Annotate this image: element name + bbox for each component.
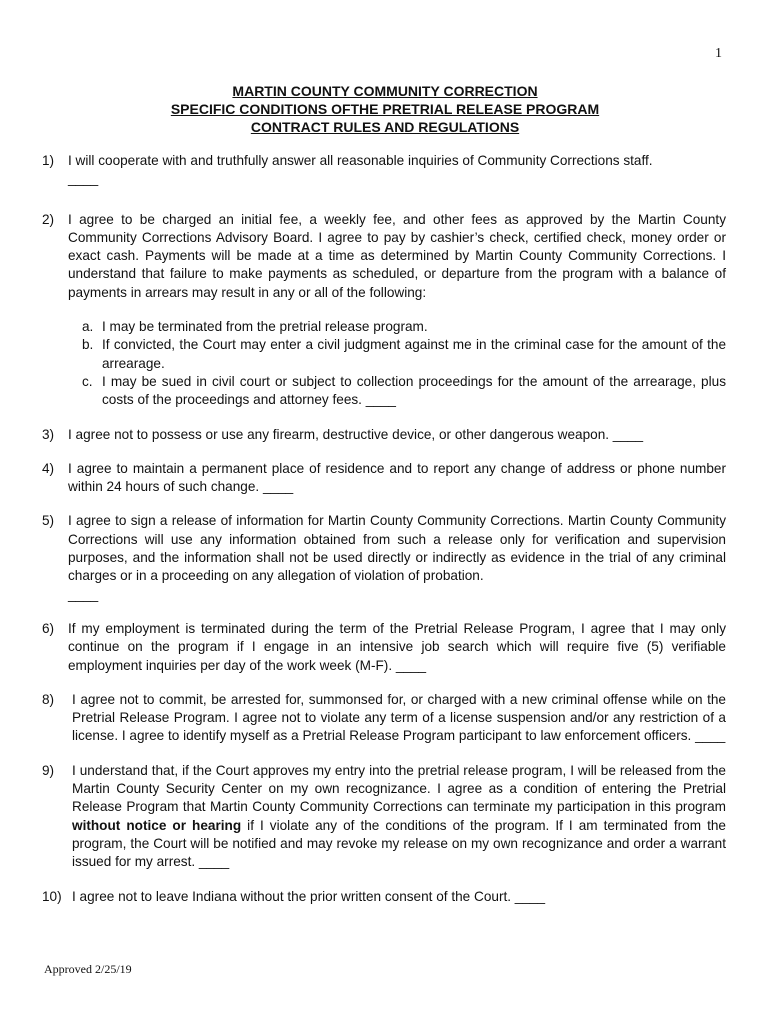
- conditions-list: [42, 152, 726, 922]
- item-text: I agree to maintain a permanent place of residence and to report any change of address or phone number within 24 hours of such change. ____: [68, 460, 726, 495]
- item-text: I agree not to possess or use any firearm, destructive device, or other dangerous weapon. ____: [68, 426, 644, 442]
- sub-item-text: I may be terminated from the pretrial release program.: [102, 319, 428, 335]
- sub-item-text: If convicted, the Court may enter a civil judgment against me in the criminal case for the amount of the arrearage.: [102, 337, 726, 371]
- item-text: I agree not to commit, be arrested for, summonsed for, or charged with a new criminal offense while on the Pretrial Release Program. I agree not to violate any term of a license suspension and/or any restriction of a license. I agree to identify myself as a Pretrial Release Program participant to law enforcement officers. ____: [72, 691, 726, 744]
- item-number: 8): [42, 691, 55, 707]
- sub-item-b: [82, 336, 726, 373]
- condition-4: [42, 460, 726, 497]
- item-text: I understand that, if the Court approves my entry into the pretrial release program, I will be released from the Martin County Security Center on my own recognizance. I agree as a condition of entering the Pretrial Release Program that Martin County Community Corrections can terminate my participation in this program: [72, 762, 726, 815]
- sub-item-c: [82, 373, 726, 410]
- condition-2: [42, 211, 726, 410]
- item-number: 9): [42, 762, 55, 778]
- sub-item-letter: b.: [82, 337, 94, 353]
- document-header: [0, 82, 770, 136]
- item-number: 6): [42, 620, 55, 636]
- condition-1: [42, 152, 726, 189]
- sub-item-letter: c.: [82, 373, 93, 389]
- initial-blank: ____: [68, 171, 99, 187]
- condition-10: [42, 888, 726, 906]
- item-number: 3): [42, 426, 55, 442]
- header-subtitle: SPECIFIC CONDITIONS OFTHE PRETRIAL RELEASE PROGRAM: [170, 101, 600, 117]
- header-title: MARTIN COUNTY COMMUNITY CORRECTION: [232, 83, 538, 99]
- header-subtitle-2: CONTRACT RULES AND REGULATIONS: [250, 119, 520, 135]
- sub-item-a: [82, 318, 726, 336]
- approval-footer: Approved 2/25/19: [44, 962, 132, 976]
- initial-blank: ____: [68, 586, 99, 602]
- page-number: 1: [715, 46, 722, 61]
- item-number: 2): [42, 211, 55, 227]
- item-text: if I violate any of the conditions of the program. If I am terminated from the program, the Court will be notified and may revoke my release on my own recognizance and order a warrant issued for my arrest. ____: [72, 817, 726, 870]
- item-text: If my employment is terminated during the term of the Pretrial Release Program, I agree that I may only continue on the program if I engage in an intensive job search which will require five (5) verifiable employment inquiries per day of the work week (M-F). ____: [68, 620, 726, 673]
- item-number: 4): [42, 460, 55, 476]
- item-bold-text: without notice or hearing: [72, 817, 242, 833]
- item-text: I agree to sign a release of information for Martin County Community Corrections. Martin County Community Corrections will use any information obtained from such a release only for verification and supervision purposes, and the information shall not be used directly or indirectly as evidence in the trial of any criminal charges or in a proceeding on any allegation of violation of probation.: [68, 513, 726, 584]
- condition-5: [42, 512, 726, 603]
- condition-6: [42, 620, 726, 675]
- sub-item-text: I may be sued in civil court or subject to collection proceedings for the amount of the arrearage, plus costs of the proceedings and attorney fees. ____: [102, 373, 726, 408]
- condition-3: [42, 426, 726, 444]
- condition-9: [42, 762, 726, 872]
- condition-8: [42, 691, 726, 746]
- item-number: 1): [42, 153, 55, 168]
- item-text: I agree not to leave Indiana without the prior written consent of the Court. ____: [72, 888, 546, 904]
- item-text: I will cooperate with and truthfully answer all reasonable inquiries of Community Corrections staff.: [68, 153, 653, 168]
- item-text: I agree to be charged an initial fee, a weekly fee, and other fees as approved by the Martin County Community Corrections Advisory Board. I agree to pay by cashier’s check, certified check, money order or exact cash. Payments will be made at a time as determined by Martin County Community Corrections. I understand that failure to make payments as scheduled, or departure from the program with a balance of payments in arrears may result in any or all of the following:: [68, 211, 726, 300]
- item-number: 10): [42, 888, 62, 904]
- sub-list: [82, 318, 726, 409]
- item-number: 5): [42, 513, 55, 529]
- sub-item-letter: a.: [82, 319, 94, 335]
